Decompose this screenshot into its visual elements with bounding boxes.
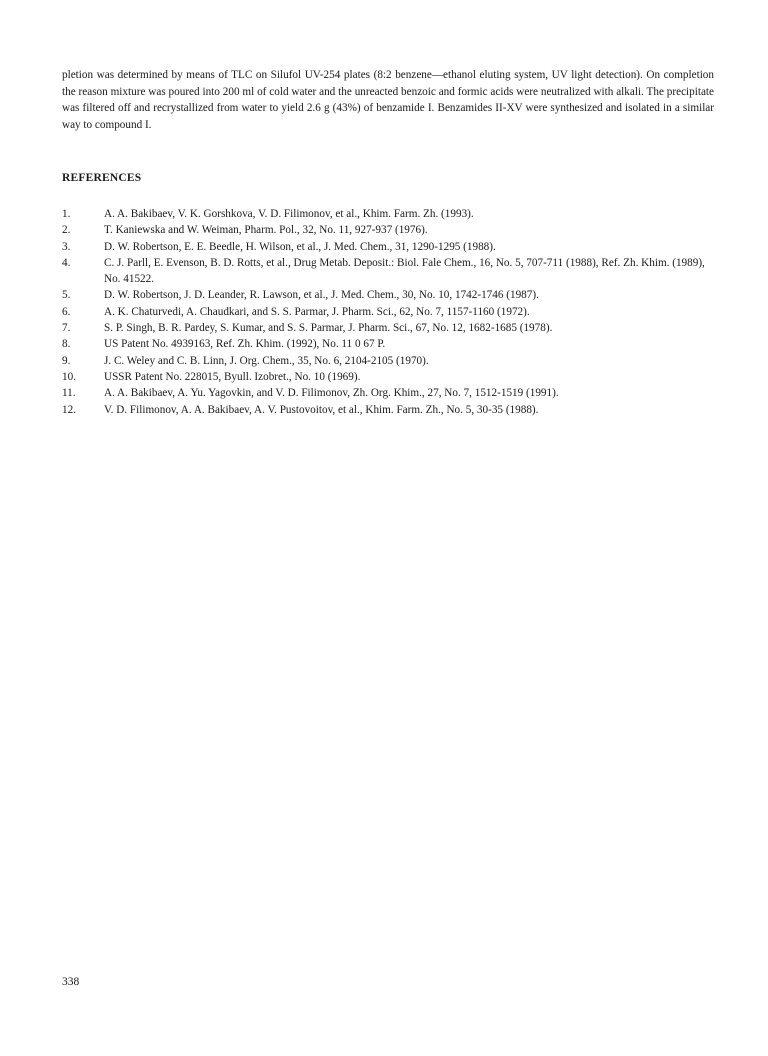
reference-item bbox=[62, 304, 722, 320]
reference-item bbox=[62, 369, 722, 385]
reference-item bbox=[62, 402, 722, 418]
reference-text: A. K. Chaturvedi, A. Chaudkari, and S. S. Parmar, J. Pharm. Sci., 62, No. 7, 1157-1160 (1972). bbox=[104, 305, 530, 318]
reference-text: US Patent No. 4939163, Ref. Zh. Khim. (1992), No. 11 0 67 P. bbox=[104, 338, 386, 351]
reference-item bbox=[62, 239, 722, 255]
reference-number: 10. bbox=[62, 370, 76, 383]
intro-paragraph-block bbox=[62, 67, 714, 133]
reference-text: S. P. Singh, B. R. Pardey, S. Kumar, and S. S. Parmar, J. Pharm. Sci., 67, No. 12, 1682-1685 (1978). bbox=[104, 322, 553, 335]
reference-text: A. A. Bakibaev, A. Yu. Yagovkin, and V. D. Filimonov, Zh. Org. Khim., 27, No. 7, 1512-1519 (1991). bbox=[104, 387, 559, 400]
reference-number: 12. bbox=[62, 403, 76, 416]
reference-text: V. D. Filimonov, A. A. Bakibaev, A. V. Pustovoitov, et al., Khim. Farm. Zh., No. 5, 30-35 (1988). bbox=[104, 403, 539, 416]
reference-item bbox=[62, 353, 722, 369]
reference-number: 11. bbox=[62, 387, 76, 400]
reference-item bbox=[62, 336, 722, 352]
references-list bbox=[62, 206, 722, 418]
reference-text: C. J. Parll, E. Evenson, B. D. Rotts, et al., Drug Metab. Deposit.: Biol. Fale Chem., 16, No. 5, 707-711 (1988), Ref. Zh. Khim. (1989), No. 41522. bbox=[104, 256, 705, 286]
reference-item bbox=[62, 287, 722, 303]
reference-text: T. Kaniewska and W. Weiman, Pharm. Pol., 32, No. 11, 927-937 (1976). bbox=[104, 224, 428, 237]
reference-number: 2. bbox=[62, 224, 71, 237]
reference-item bbox=[62, 222, 722, 238]
reference-item bbox=[62, 320, 722, 336]
reference-text: USSR Patent No. 228015, Byull. Izobret., No. 10 (1969). bbox=[104, 370, 361, 383]
reference-number: 6. bbox=[62, 305, 71, 318]
reference-number: 3. bbox=[62, 240, 71, 253]
reference-number: 4. bbox=[62, 256, 71, 269]
reference-number: 1. bbox=[62, 208, 71, 220]
reference-item bbox=[62, 206, 722, 222]
reference-item bbox=[62, 255, 722, 288]
reference-text: A. A. Bakibaev, V. K. Gorshkova, V. D. Filimonov, et al., Khim. Farm. Zh. (1993). bbox=[104, 208, 474, 220]
reference-text: J. C. Weley and C. B. Linn, J. Org. Chem., 35, No. 6, 2104-2105 (1970). bbox=[104, 354, 429, 367]
reference-number: 7. bbox=[62, 322, 71, 335]
reference-number: 9. bbox=[62, 354, 71, 367]
reference-number: 5. bbox=[62, 289, 71, 302]
reference-item bbox=[62, 385, 722, 401]
page-number: 338 bbox=[62, 976, 80, 988]
reference-text: D. W. Robertson, J. D. Leander, R. Lawson, et al., J. Med. Chem., 30, No. 10, 1742-1746 (1987). bbox=[104, 289, 539, 302]
reference-number: 8. bbox=[62, 338, 71, 351]
intro-paragraph: pletion was determined by means of TLC on Silufol UV-254 plates (8:2 benzene—ethanol eluting system, UV light detection). On completion the reason mixture was poured into 200 ml of cold water and the unreacted benzoic and formic acids were neutralized with alkali. The precipitate was filtered off and recrystallized from water to yield 2.6 g (43%) of benzamide I. Benzamides II-XV were synthesized and isolated in a similar way to compound I. bbox=[62, 69, 714, 131]
reference-text: D. W. Robertson, E. E. Beedle, H. Wilson, et al., J. Med. Chem., 31, 1290-1295 (1988). bbox=[104, 240, 496, 253]
references-heading: REFERENCES bbox=[62, 172, 142, 184]
